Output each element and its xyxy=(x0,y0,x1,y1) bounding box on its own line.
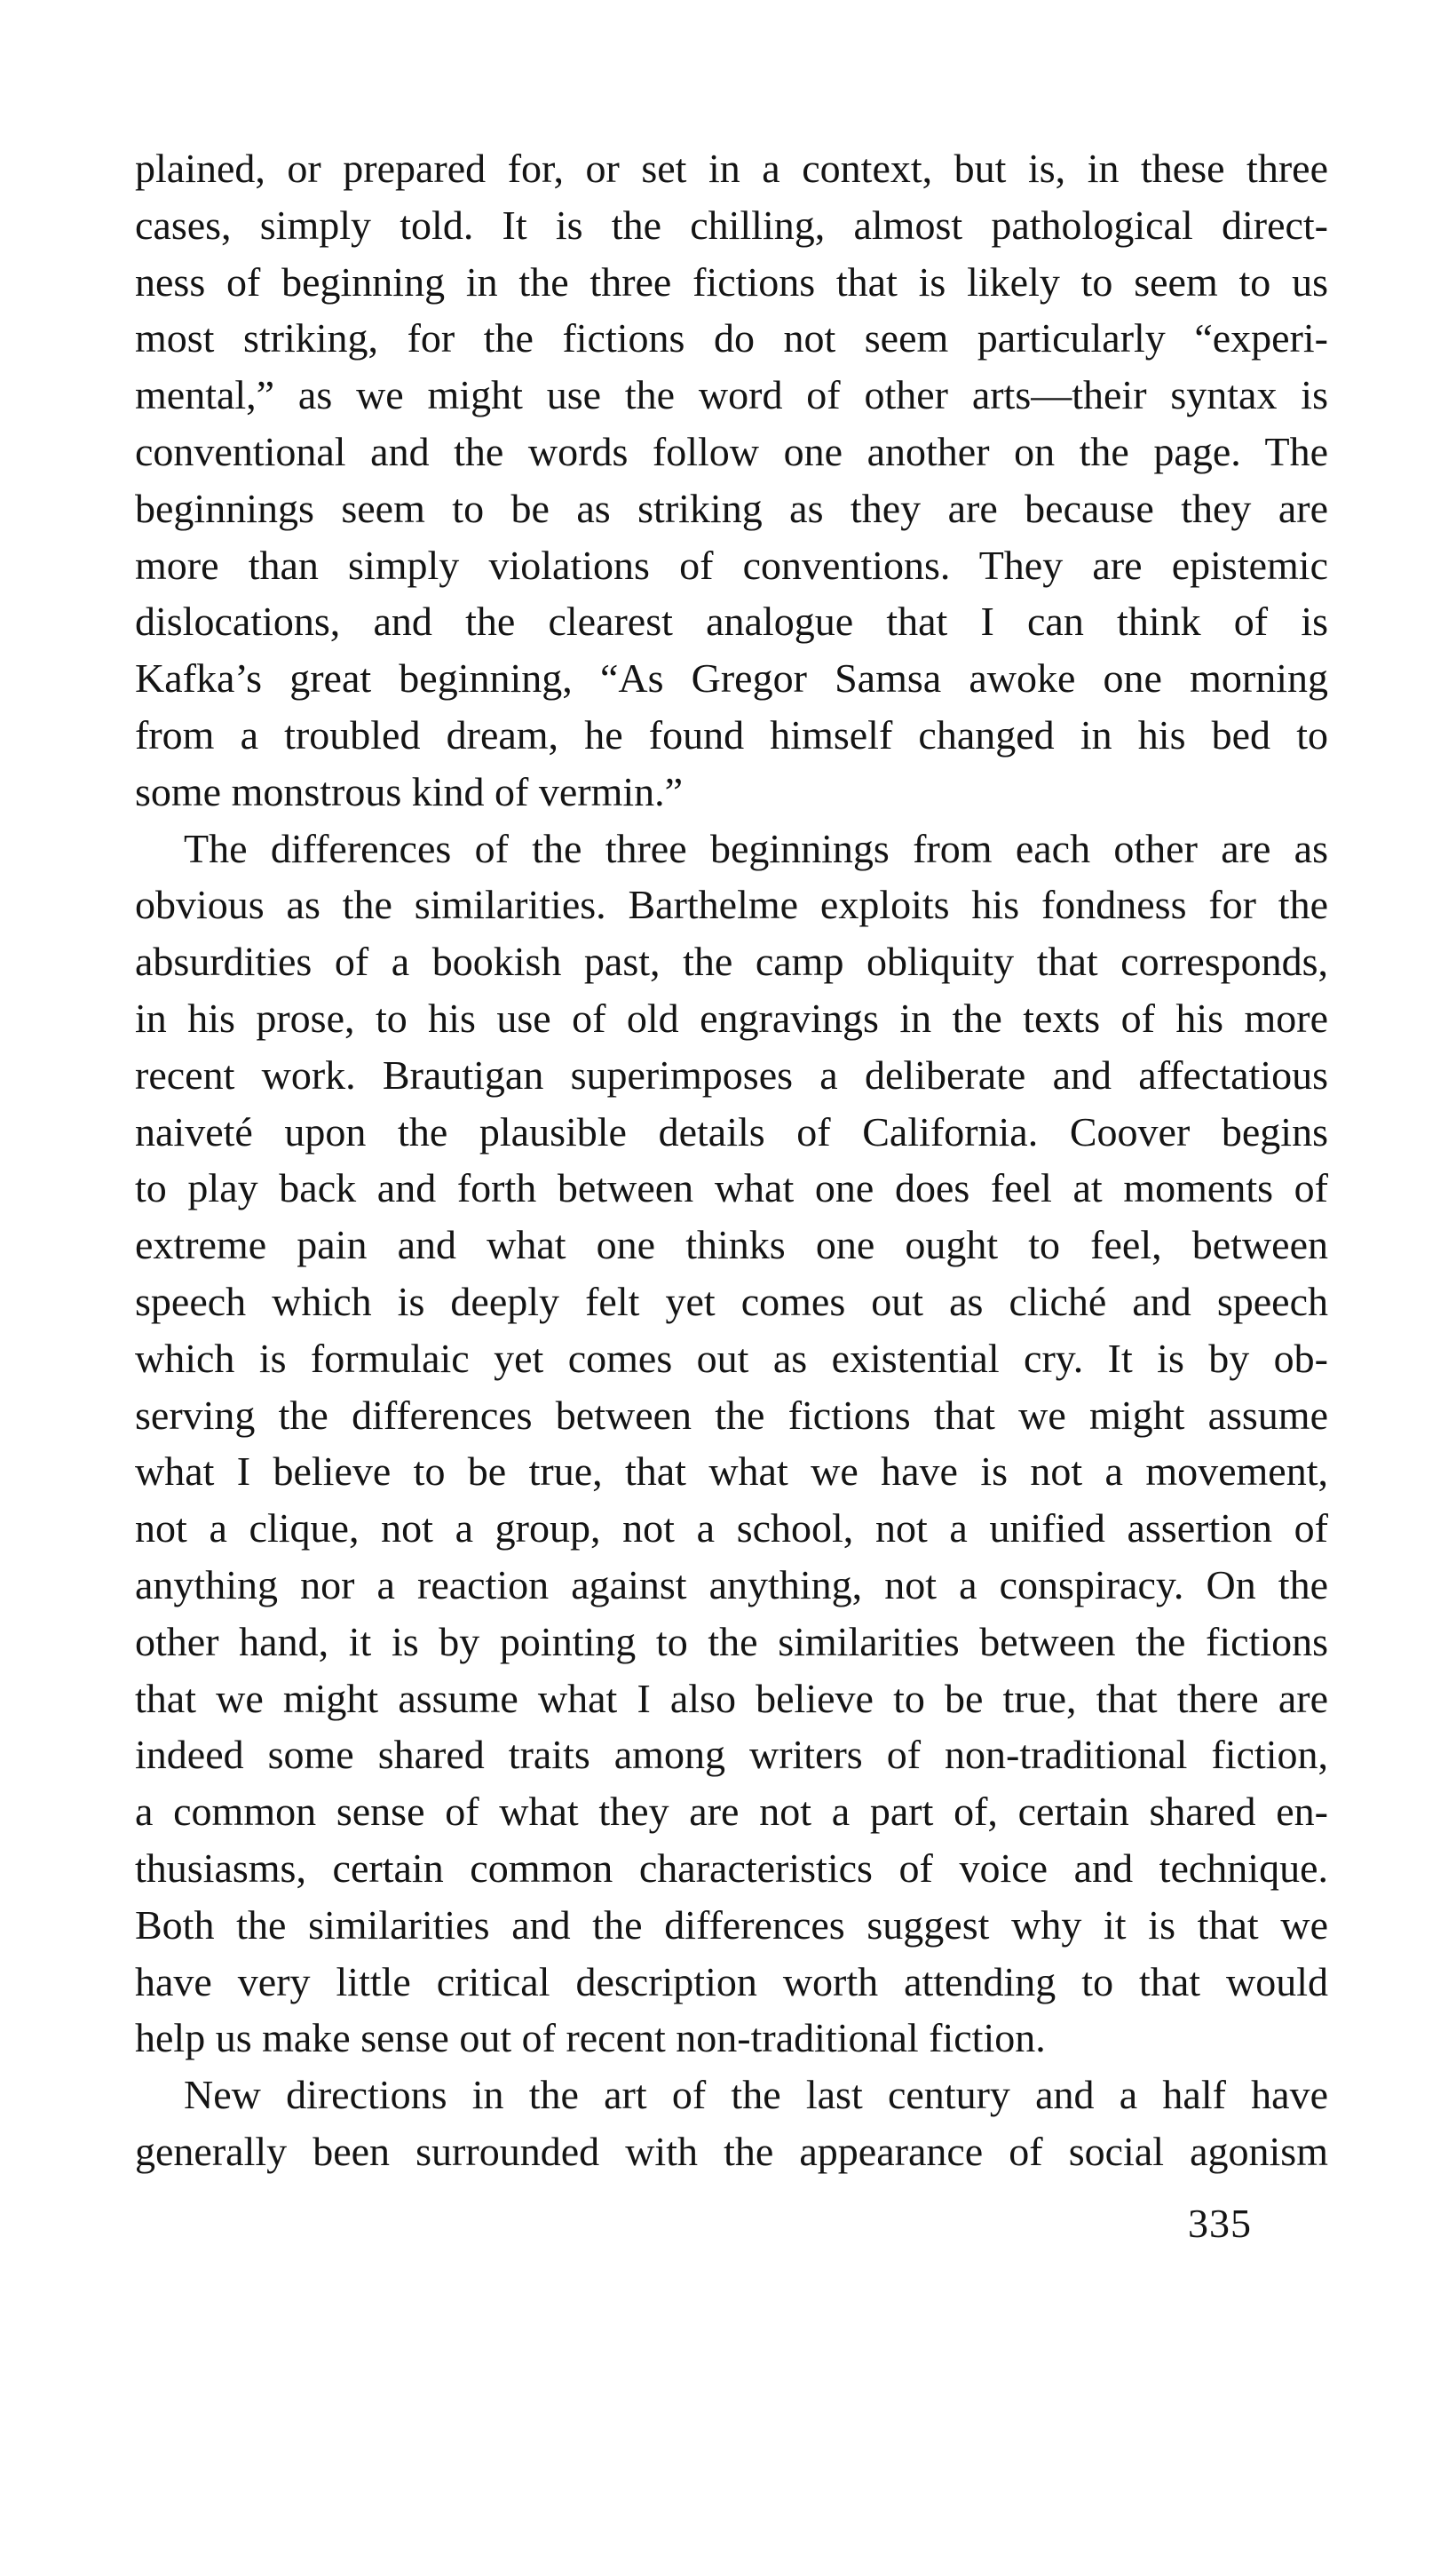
text-line: generally been surrounded with the appearance of social agonism xyxy=(135,2128,1328,2174)
text-line: anything nor a reaction against anything, not a conspiracy. On the xyxy=(135,1561,1328,1607)
text-line: obvious as the similarities. Barthelme exploits his fondness for the xyxy=(135,882,1328,928)
paragraph-2 xyxy=(135,821,1328,2067)
text-line: that we might assume what I also believe to be true, that there are xyxy=(135,1675,1328,1721)
text-line: which is formulaic yet comes out as existential cry. It is by ob- xyxy=(135,1335,1328,1381)
text-line: Kafka’s great beginning, “As Gregor Samsa awoke one morning xyxy=(135,655,1328,702)
text-line: naiveté upon the plausible details of California. Coover begins xyxy=(135,1108,1328,1155)
text-line: what I believe to be true, that what we have is not a movement, xyxy=(135,1448,1328,1495)
body-text xyxy=(135,140,1328,2180)
text-line: in his prose, to his use of old engravings in the texts of his more xyxy=(135,995,1328,1041)
text-line: thusiasms, certain common characteristics of voice and technique. xyxy=(135,1845,1328,1891)
text-line: Both the similarities and the differences suggest why it is that we xyxy=(135,1901,1328,1948)
text-line: absurdities of a bookish past, the camp obliquity that corresponds, xyxy=(135,939,1328,985)
text-line: from a troubled dream, he found himself changed in his bed to xyxy=(135,711,1328,758)
text-line: a common sense of what they are not a part of, certain shared en- xyxy=(135,1789,1328,1835)
text-line: other hand, it is by pointing to the similarities between the fictions xyxy=(135,1618,1328,1664)
text-line: indeed some shared traits among writers of non-traditional fiction, xyxy=(135,1732,1328,1778)
text-line: cases, simply told. It is the chilling, almost pathological direct- xyxy=(135,202,1328,248)
text-line: have very little critical description worth attending to that would xyxy=(135,1958,1328,2004)
text-line: some monstrous kind of vermin.” xyxy=(135,768,684,814)
text-line: mental,” as we might use the word of other arts—their syntax is xyxy=(135,372,1328,418)
text-line: to play back and forth between what one does feel at moments of xyxy=(135,1165,1328,1211)
text-line: plained, or prepared for, or set in a context, but is, in these three xyxy=(135,146,1328,191)
paragraph-3 xyxy=(135,2067,1328,2180)
page-number: 335 xyxy=(1188,2201,1252,2246)
text-line: more than simply violations of conventions. They are epistemic xyxy=(135,542,1328,588)
text-line: beginnings seem to be as striking as they are because they are xyxy=(135,485,1328,531)
paragraph-1 xyxy=(135,140,1328,821)
text-line: conventional and the words follow one another on the page. The xyxy=(135,428,1328,474)
text-line: ness of beginning in the three fictions that is likely to seem to us xyxy=(135,258,1328,305)
text-line: New directions in the art of the last century and a half have xyxy=(184,2072,1328,2118)
text-line: help us make sense out of recent non-traditional fiction. xyxy=(135,2015,1046,2061)
text-line: The differences of the three beginnings from each other are as xyxy=(184,825,1328,871)
text-line: recent work. Brautigan superimposes a deliberate and affectatious xyxy=(135,1051,1328,1098)
text-line: serving the differences between the fictions that we might assume xyxy=(135,1392,1328,1438)
text-line: speech which is deeply felt yet comes out as cliché and speech xyxy=(135,1278,1328,1324)
text-line: not a clique, not a group, not a school, not a unified assertion of xyxy=(135,1505,1328,1551)
text-line: extreme pain and what one thinks one ought to feel, between xyxy=(135,1222,1328,1268)
text-line: most striking, for the fictions do not seem particularly “experi- xyxy=(135,315,1328,361)
text-line: dislocations, and the clearest analogue that I can think of is xyxy=(135,599,1328,645)
